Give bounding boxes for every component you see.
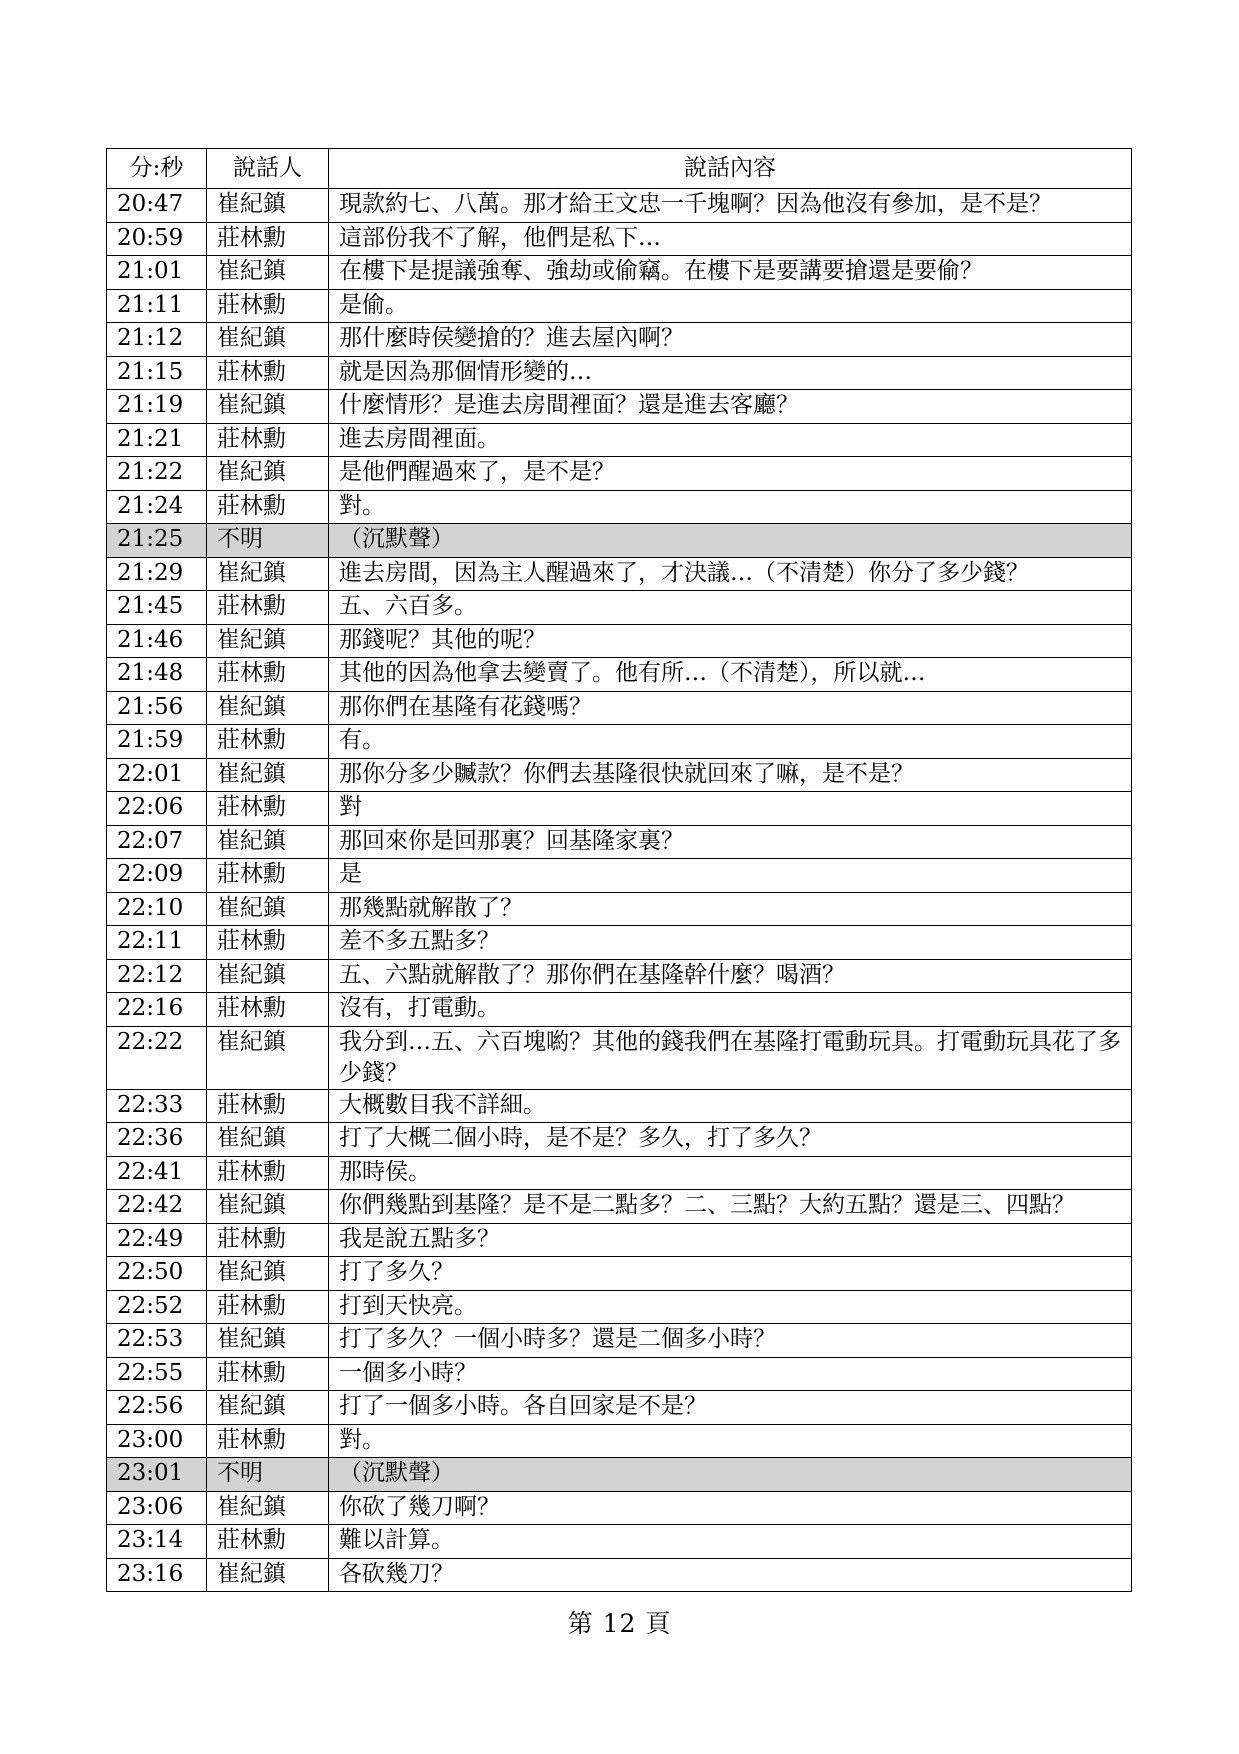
table-row [107,959,1132,993]
table-header-row [107,149,1132,189]
content-cell: 進去房間裡面。 [329,423,1132,457]
speaker-cell: 崔紀鎮 [207,1026,329,1089]
speaker-cell: 崔紀鎮 [207,825,329,859]
speaker-cell: 崔紀鎮 [207,1391,329,1425]
time-cell: 21:59 [107,725,207,759]
speaker-cell: 崔紀鎮 [207,1558,329,1592]
speaker-cell: 莊林勳 [207,993,329,1027]
content-cell: 那你們在基隆有花錢嗎？ [329,691,1132,725]
table-row [107,758,1132,792]
time-cell: 22:07 [107,825,207,859]
table-row [107,792,1132,826]
table-row [107,1391,1132,1425]
table-row [107,993,1132,1027]
time-cell: 22:36 [107,1123,207,1157]
table-row [107,926,1132,960]
transcript-body [107,189,1132,1592]
speaker-cell: 莊林勳 [207,423,329,457]
content-cell: 你砍了幾刀啊？ [329,1491,1132,1525]
time-cell: 21:01 [107,256,207,290]
speaker-cell: 莊林勳 [207,591,329,625]
time-cell: 21:21 [107,423,207,457]
time-cell: 22:41 [107,1156,207,1190]
speaker-cell: 崔紀鎮 [207,557,329,591]
speaker-cell: 崔紀鎮 [207,390,329,424]
content-cell: 你們幾點到基隆？是不是二點多？二、三點？大約五點？還是三、四點？ [329,1190,1132,1224]
time-cell: 22:06 [107,792,207,826]
content-cell: 我是說五點多？ [329,1223,1132,1257]
time-cell: 22:16 [107,993,207,1027]
content-cell: 什麼情形？是進去房間裡面？還是進去客廳？ [329,390,1132,424]
content-cell: 打了多久？ [329,1257,1132,1291]
time-cell: 22:10 [107,892,207,926]
speaker-cell: 崔紀鎮 [207,189,329,223]
content-cell: 一個多小時？ [329,1357,1132,1391]
table-row [107,1424,1132,1458]
speaker-cell: 崔紀鎮 [207,892,329,926]
table-row [107,1123,1132,1157]
speaker-cell: 莊林勳 [207,792,329,826]
speaker-cell: 崔紀鎮 [207,1324,329,1358]
speaker-cell: 崔紀鎮 [207,959,329,993]
content-cell: 五、六百多。 [329,591,1132,625]
speaker-cell: 崔紀鎮 [207,758,329,792]
table-row [107,1491,1132,1525]
table-row [107,457,1132,491]
time-cell: 21:11 [107,289,207,323]
speaker-cell: 莊林勳 [207,1223,329,1257]
content-cell: 是他們醒過來了，是不是？ [329,457,1132,491]
table-row [107,591,1132,625]
time-cell: 22:09 [107,859,207,893]
time-cell: 23:06 [107,1491,207,1525]
content-cell: 對。 [329,490,1132,524]
time-cell: 22:11 [107,926,207,960]
speaker-cell: 崔紀鎮 [207,457,329,491]
time-cell: 22:55 [107,1357,207,1391]
content-cell: 打了多久？一個小時多？還是二個多小時？ [329,1324,1132,1358]
table-row [107,658,1132,692]
table-row [107,859,1132,893]
table-row [107,691,1132,725]
header-content: 說話內容 [329,149,1132,189]
time-cell: 23:00 [107,1424,207,1458]
content-cell: 難以計算。 [329,1525,1132,1559]
time-cell: 23:16 [107,1558,207,1592]
speaker-cell: 崔紀鎮 [207,1190,329,1224]
table-row [107,289,1132,323]
time-cell: 22:01 [107,758,207,792]
table-row [107,222,1132,256]
table-row [107,423,1132,457]
speaker-cell: 莊林勳 [207,1089,329,1123]
speaker-cell: 崔紀鎮 [207,624,329,658]
table-row [107,1156,1132,1190]
table-row [107,256,1132,290]
speaker-cell: 莊林勳 [207,1525,329,1559]
table-row [107,1458,1132,1492]
time-cell: 22:49 [107,1223,207,1257]
table-row [107,725,1132,759]
speaker-cell: 莊林勳 [207,1290,329,1324]
table-row [107,189,1132,223]
time-cell: 21:56 [107,691,207,725]
content-cell: 各砍幾刀？ [329,1558,1132,1592]
content-cell: 現款約七、八萬。那才給王文忠一千塊啊？因為他沒有參加，是不是？ [329,189,1132,223]
content-cell: 在樓下是提議強奪、強劫或偷竊。在樓下是要講要搶還是要偷？ [329,256,1132,290]
speaker-cell: 崔紀鎮 [207,1123,329,1157]
speaker-cell: 崔紀鎮 [207,1491,329,1525]
time-cell: 21:25 [107,524,207,558]
page-number: 第 12 頁 [567,1609,672,1638]
time-cell: 22:33 [107,1089,207,1123]
content-cell: 就是因為那個情形變的… [329,356,1132,390]
speaker-cell: 莊林勳 [207,222,329,256]
speaker-cell: 莊林勳 [207,1424,329,1458]
table-row [107,1190,1132,1224]
time-cell: 20:59 [107,222,207,256]
time-cell: 21:24 [107,490,207,524]
speaker-cell: 莊林勳 [207,725,329,759]
speaker-cell: 崔紀鎮 [207,323,329,357]
speaker-cell: 莊林勳 [207,926,329,960]
time-cell: 22:56 [107,1391,207,1425]
content-cell: 那你分多少贓款？你們去基隆很快就回來了嘛，是不是？ [329,758,1132,792]
time-cell: 22:52 [107,1290,207,1324]
content-cell: 進去房間，因為主人醒過來了，才決議…（不清楚）你分了多少錢？ [329,557,1132,591]
content-cell: 沒有，打電動。 [329,993,1132,1027]
table-row [107,1223,1132,1257]
speaker-cell: 莊林勳 [207,490,329,524]
content-cell: 對。 [329,1424,1132,1458]
speaker-cell: 不明 [207,524,329,558]
speaker-cell: 莊林勳 [207,289,329,323]
content-cell: 那回來你是回那裏？回基隆家裏？ [329,825,1132,859]
table-row [107,892,1132,926]
content-cell: 有。 [329,725,1132,759]
table-row [107,1525,1132,1559]
content-cell: 那什麼時侯變搶的？進去屋內啊？ [329,323,1132,357]
content-cell: 那錢呢？其他的呢？ [329,624,1132,658]
time-cell: 21:22 [107,457,207,491]
content-cell: （沉默聲） [329,1458,1132,1492]
time-cell: 21:12 [107,323,207,357]
table-row [107,1324,1132,1358]
time-cell: 21:15 [107,356,207,390]
content-cell: 其他的因為他拿去變賣了。他有所…（不清楚），所以就… [329,658,1132,692]
table-row [107,1357,1132,1391]
time-cell: 21:46 [107,624,207,658]
time-cell: 22:42 [107,1190,207,1224]
speaker-cell: 崔紀鎮 [207,691,329,725]
time-cell: 22:53 [107,1324,207,1358]
table-row [107,825,1132,859]
content-cell: 打了大概二個小時，是不是？多久，打了多久？ [329,1123,1132,1157]
speaker-cell: 崔紀鎮 [207,256,329,290]
table-row [107,490,1132,524]
speaker-cell: 莊林勳 [207,356,329,390]
table-row [107,1026,1132,1089]
content-cell: 那時侯。 [329,1156,1132,1190]
content-cell: 大概數目我不詳細。 [329,1089,1132,1123]
time-cell: 23:01 [107,1458,207,1492]
time-cell: 20:47 [107,189,207,223]
speaker-cell: 莊林勳 [207,1357,329,1391]
time-cell: 21:19 [107,390,207,424]
speaker-cell: 不明 [207,1458,329,1492]
content-cell: （沉默聲） [329,524,1132,558]
content-cell: 五、六點就解散了？那你們在基隆幹什麼？喝酒？ [329,959,1132,993]
table-row [107,1558,1132,1592]
time-cell: 21:45 [107,591,207,625]
content-cell: 我分到…五、六百塊喲？其他的錢我們在基隆打電動玩具。打電動玩具花了多少錢？ [329,1026,1132,1089]
table-row [107,390,1132,424]
time-cell: 22:12 [107,959,207,993]
content-cell: 差不多五點多？ [329,926,1132,960]
header-speaker: 說話人 [207,149,329,189]
speaker-cell: 莊林勳 [207,1156,329,1190]
time-cell: 22:22 [107,1026,207,1089]
table-row [107,524,1132,558]
transcript-table [106,148,1132,1592]
time-cell: 21:29 [107,557,207,591]
content-cell: 對 [329,792,1132,826]
time-cell: 22:50 [107,1257,207,1291]
content-cell: 是 [329,859,1132,893]
table-row [107,356,1132,390]
speaker-cell: 莊林勳 [207,658,329,692]
time-cell: 21:48 [107,658,207,692]
header-time: 分:秒 [107,149,207,189]
table-row [107,557,1132,591]
table-row [107,1257,1132,1291]
content-cell: 打了一個多小時。各自回家是不是？ [329,1391,1132,1425]
time-cell: 23:14 [107,1525,207,1559]
content-cell: 打到天快亮。 [329,1290,1132,1324]
speaker-cell: 莊林勳 [207,859,329,893]
table-row [107,323,1132,357]
content-cell: 這部份我不了解，他們是私下… [329,222,1132,256]
table-row [107,1089,1132,1123]
table-row [107,1290,1132,1324]
content-cell: 那幾點就解散了？ [329,892,1132,926]
table-row [107,624,1132,658]
speaker-cell: 崔紀鎮 [207,1257,329,1291]
content-cell: 是偷。 [329,289,1132,323]
